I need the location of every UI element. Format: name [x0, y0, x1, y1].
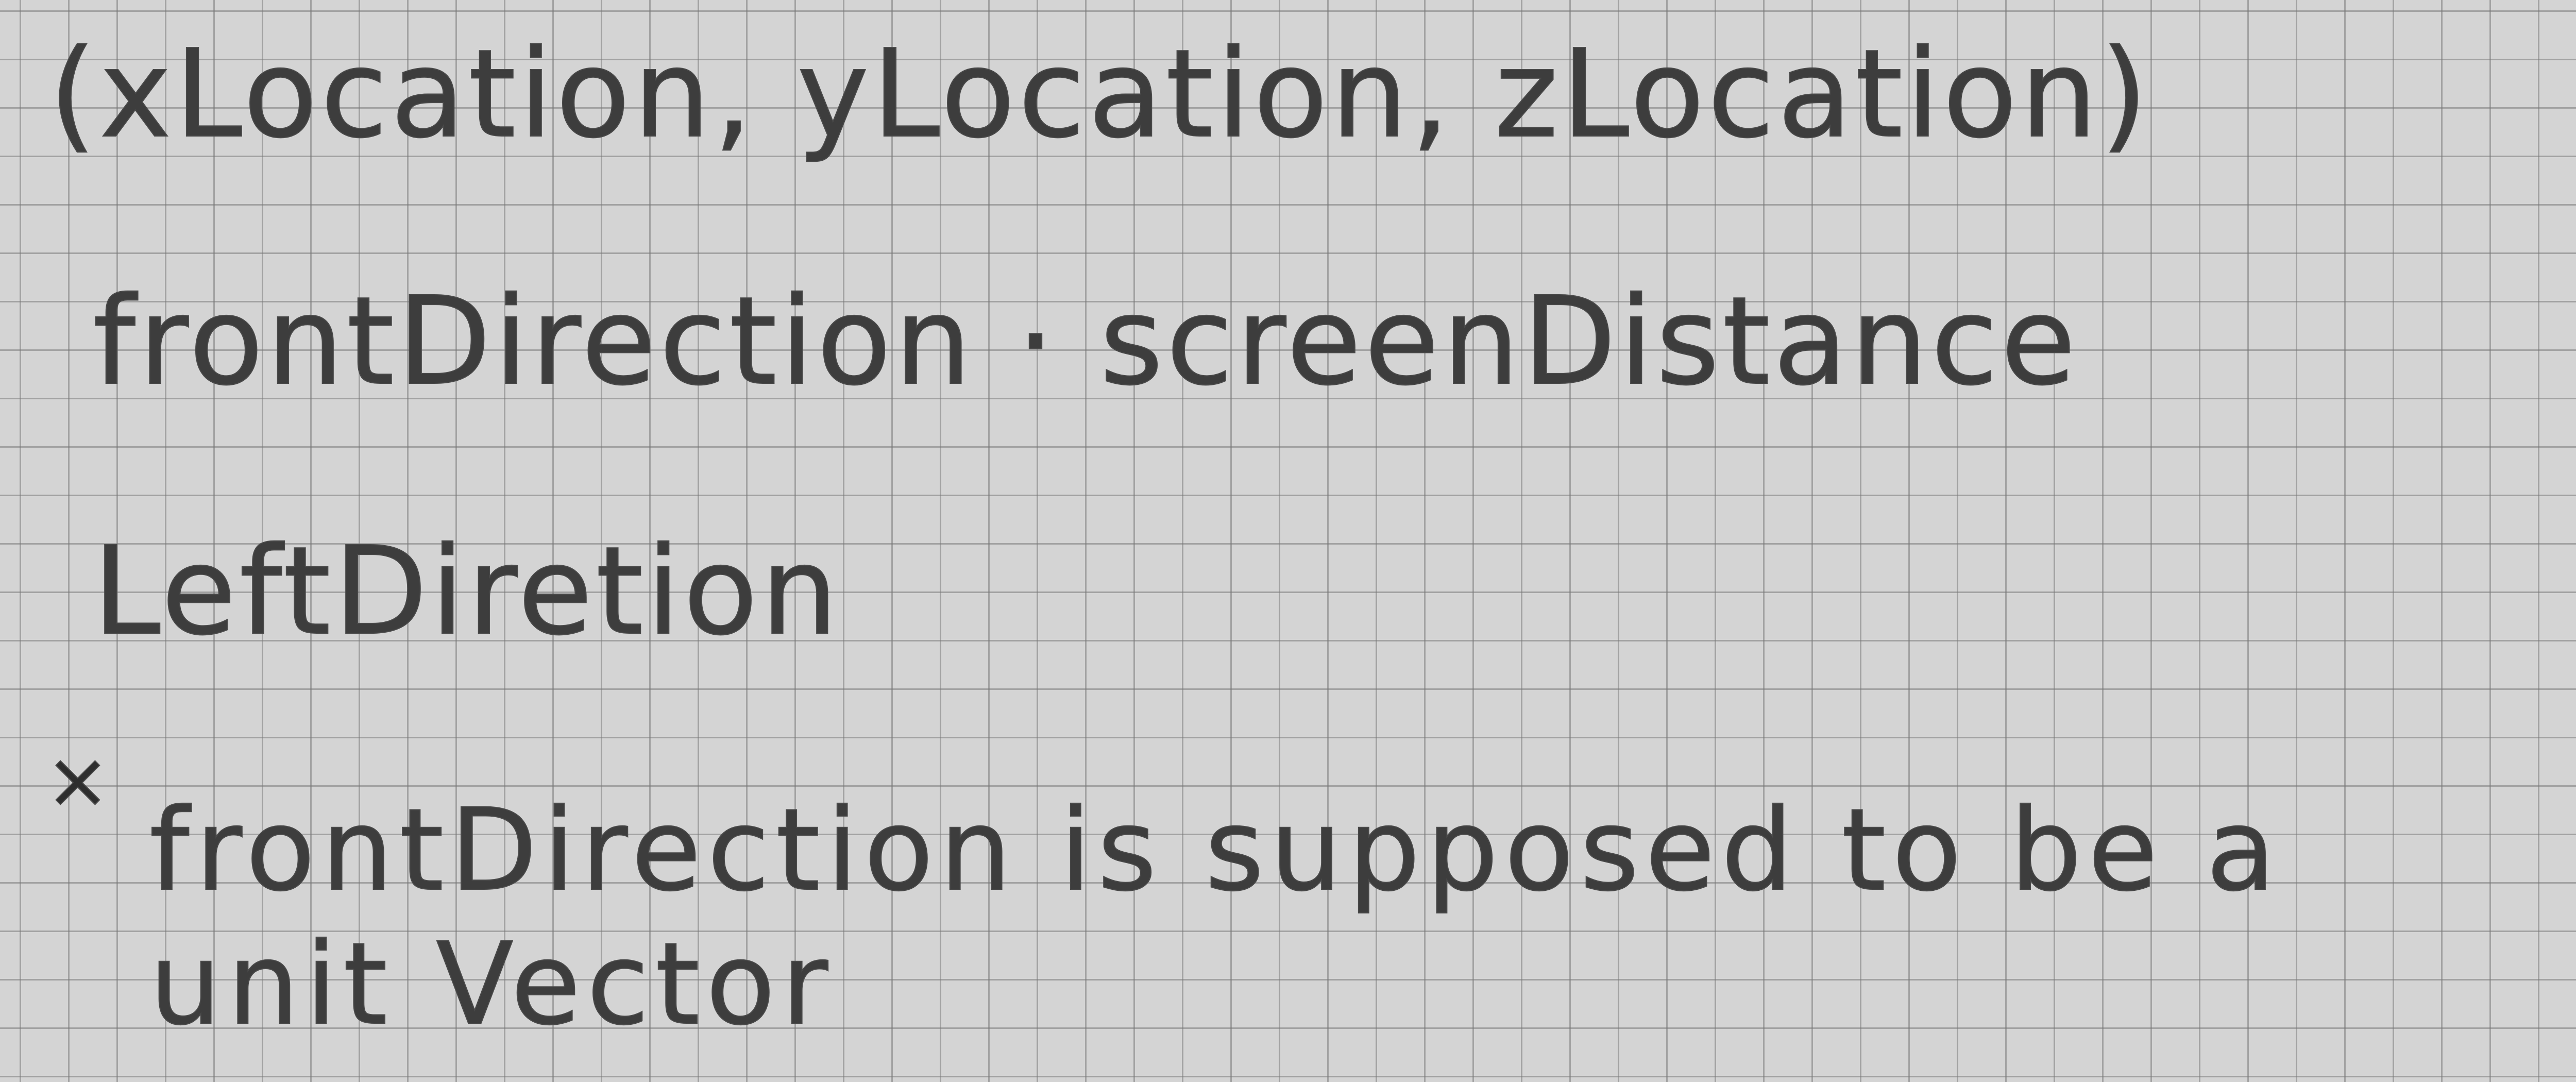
equation-2-lhs: frontDirection · screenDistance — [93, 270, 2079, 412]
footnote-line-2: unit Vector — [149, 918, 835, 1050]
footnote-marker: × — [45, 736, 110, 825]
equation-1-lhs: (xLocation, yLocation, zLocation) — [49, 23, 2151, 165]
footnote-line-1: frontDirection is supposed to be a — [149, 784, 2282, 916]
equation-3-lhs: LeftDiretion — [93, 520, 841, 662]
